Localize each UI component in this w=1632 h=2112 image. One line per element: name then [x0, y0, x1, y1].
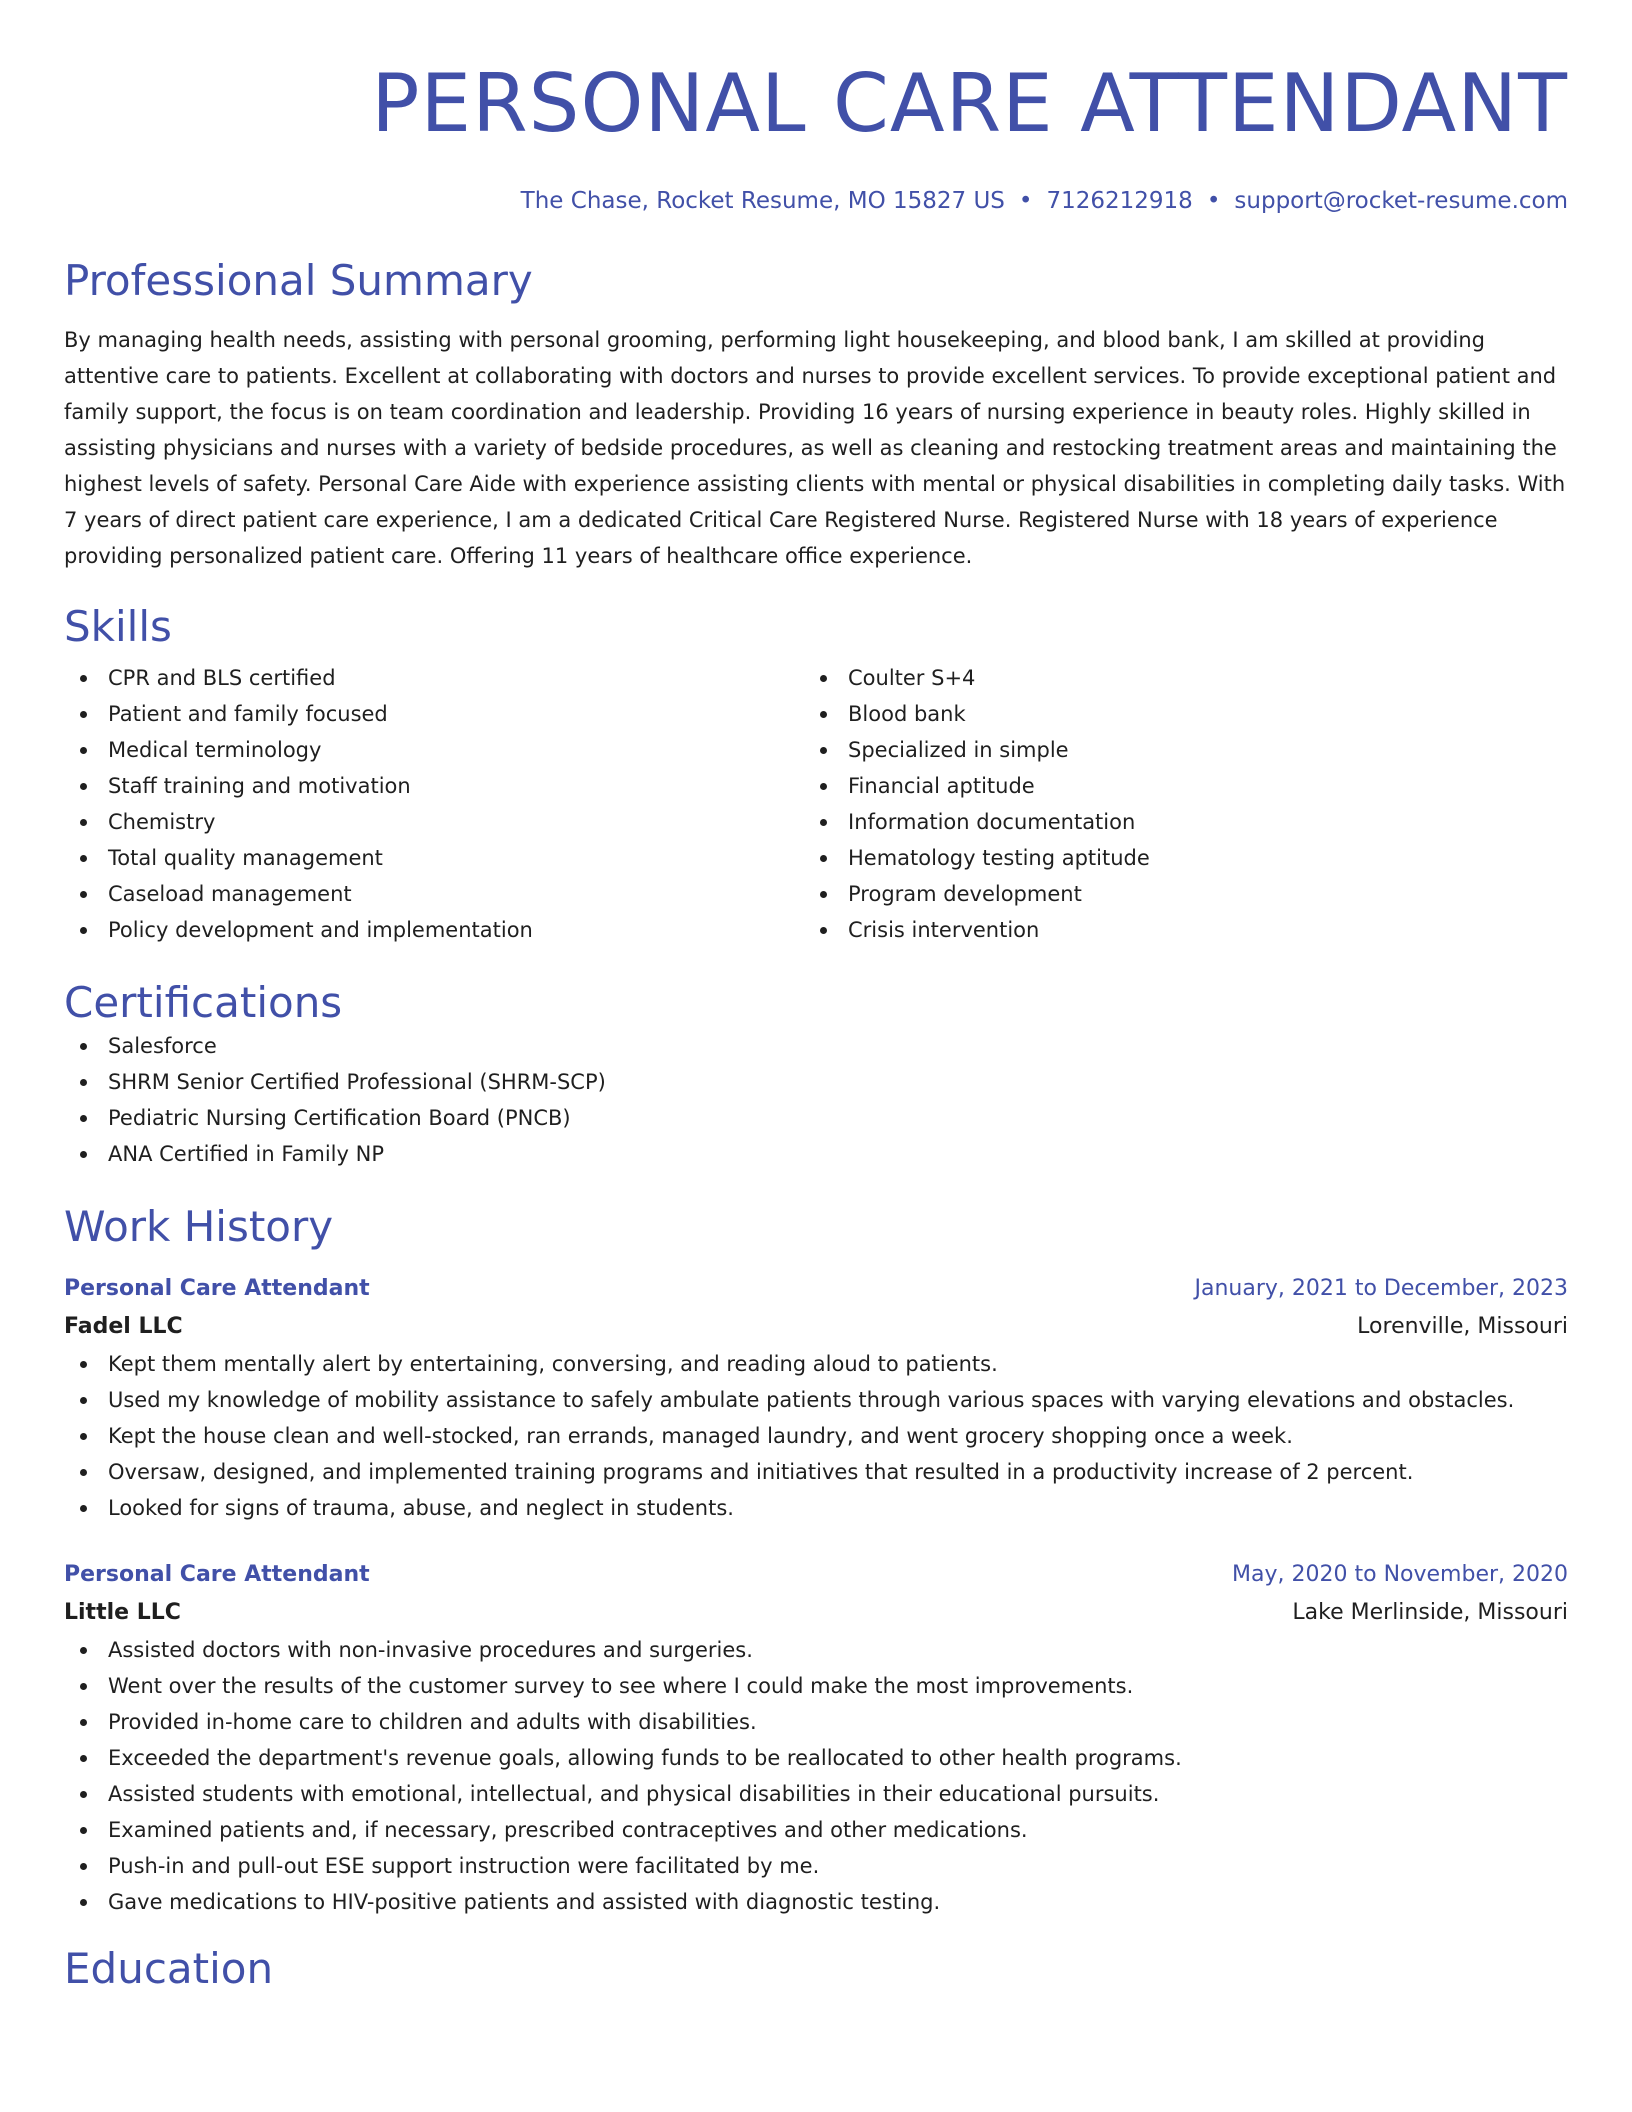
summary-text: By managing health needs, assisting with personal grooming, performing light housekeeping, and blood bank, I am skilled at providing attentive care to patients. Excellent at collaborating with doctors and nurses to provide excellent services. To provide exceptional patient and family support, the focus is on team coordination and leadership. Providing 16 years of nursing experience in beauty roles. Highly skilled in assisting physicians and nurses with a variety of bedside procedures, as well as cleaning and restocking treatment areas and maintaining the highest levels of safety. Personal Care Aide with experience assisting clients with mental or physical disabilities in completing daily tasks. With 7 years of direct patient care experience, I am a dedicated Critical Care Registered Nurse. Registered Nurse with 18 years of experience providing personalized patient care. Offering 11 years of healthcare office experience. — [64, 328, 1566, 568]
skill-item: Specialized in simple — [804, 732, 1564, 768]
skill-item: CPR and BLS certified — [64, 660, 804, 696]
certification-item: ANA Certified in Family NP — [64, 1136, 1568, 1172]
skill-item: Policy development and implementation — [64, 912, 804, 948]
contact-phone[interactable]: 7126212918 — [1046, 188, 1193, 214]
job-bullet-list — [64, 1632, 1568, 1920]
job-header-row — [64, 1270, 1568, 1308]
skill-item: Program development — [804, 876, 1564, 912]
section-title-education: Education — [64, 1944, 274, 1993]
skill-item: Financial aptitude — [804, 768, 1564, 804]
job-company-row — [64, 1594, 1568, 1632]
job-bullet: Kept them mentally alert by entertaining, conversing, and reading aloud to patients. — [64, 1346, 1568, 1382]
job-dates: May, 2020 to November, 2020 — [1232, 1562, 1568, 1587]
job-bullet: Gave medications to HIV-positive patients and assisted with diagnostic testing. — [64, 1884, 1568, 1920]
section-title-certifications: Certifications — [64, 978, 343, 1027]
skill-item: Caseload management — [64, 876, 804, 912]
certification-item: SHRM Senior Certified Professional (SHRM-SCP) — [64, 1064, 1568, 1100]
job-location: Lorenville, Missouri — [1357, 1314, 1568, 1339]
certifications-list — [64, 1028, 1568, 1172]
skills-grid — [64, 660, 1568, 948]
contact-email[interactable]: support@rocket-resume.com — [1234, 188, 1568, 214]
job-title: Personal Care Attendant — [64, 1562, 370, 1587]
job-bullet: Exceeded the department's revenue goals, allowing funds to be reallocated to other health programs. — [64, 1740, 1568, 1776]
section-title-summary: Professional Summary — [64, 256, 533, 305]
job-company: Fadel LLC — [64, 1314, 183, 1339]
job-bullet: Push-in and pull-out ESE support instruction were facilitated by me. — [64, 1848, 1568, 1884]
job-bullet: Assisted doctors with non-invasive procedures and surgeries. — [64, 1632, 1568, 1668]
job-bullet: Kept the house clean and well-stocked, ran errands, managed laundry, and went grocery shopping once a week. — [64, 1418, 1568, 1454]
job-company-row — [64, 1308, 1568, 1346]
job-header-row — [64, 1556, 1568, 1594]
skill-item: Hematology testing aptitude — [804, 840, 1564, 876]
skill-item: Blood bank — [804, 696, 1564, 732]
contact-separator: • — [1018, 188, 1033, 214]
skill-item: Total quality management — [64, 840, 804, 876]
job-bullet: Oversaw, designed, and implemented training programs and initiatives that resulted in a productivity increase of 2 percent. — [64, 1454, 1568, 1490]
certification-item: Pediatric Nursing Certification Board (PNCB) — [64, 1100, 1568, 1136]
job-bullet: Used my knowledge of mobility assistance to safely ambulate patients through various spaces with varying elevations and obstacles. — [64, 1382, 1568, 1418]
resume-name: PERSONAL CARE ATTENDANT — [371, 57, 1568, 150]
job-bullet: Went over the results of the customer survey to see where I could make the most improvements. — [64, 1668, 1568, 1704]
skill-item: Chemistry — [64, 804, 804, 840]
job-dates: January, 2021 to December, 2023 — [1194, 1276, 1568, 1301]
skill-item: Coulter S+4 — [804, 660, 1564, 696]
contact-separator: • — [1206, 188, 1221, 214]
contact-line — [64, 188, 1568, 214]
skill-item: Crisis intervention — [804, 912, 1564, 948]
job-location: Lake Merlinside, Missouri — [1292, 1600, 1568, 1625]
skill-item: Information documentation — [804, 804, 1564, 840]
skill-item: Patient and family focused — [64, 696, 804, 732]
job-bullet-list — [64, 1346, 1568, 1526]
job-bullet: Looked for signs of trauma, abuse, and neglect in students. — [64, 1490, 1568, 1526]
contact-address: The Chase, Rocket Resume, MO 15827 US — [520, 188, 1005, 214]
section-title-work-history: Work History — [64, 1202, 334, 1251]
job-bullet: Provided in-home care to children and adults with disabilities. — [64, 1704, 1568, 1740]
job-bullet: Assisted students with emotional, intellectual, and physical disabilities in their educational pursuits. — [64, 1776, 1568, 1812]
certification-item: Salesforce — [64, 1028, 1568, 1064]
skills-list-left — [64, 660, 804, 948]
job-bullet: Examined patients and, if necessary, prescribed contraceptives and other medications. — [64, 1812, 1568, 1848]
skill-item: Medical terminology — [64, 732, 804, 768]
skill-item: Staff training and motivation — [64, 768, 804, 804]
job-entry — [64, 1556, 1568, 1920]
skills-list-right — [804, 660, 1564, 948]
job-company: Little LLC — [64, 1600, 181, 1625]
section-title-skills: Skills — [64, 602, 172, 651]
job-entry — [64, 1270, 1568, 1526]
job-title: Personal Care Attendant — [64, 1276, 370, 1301]
